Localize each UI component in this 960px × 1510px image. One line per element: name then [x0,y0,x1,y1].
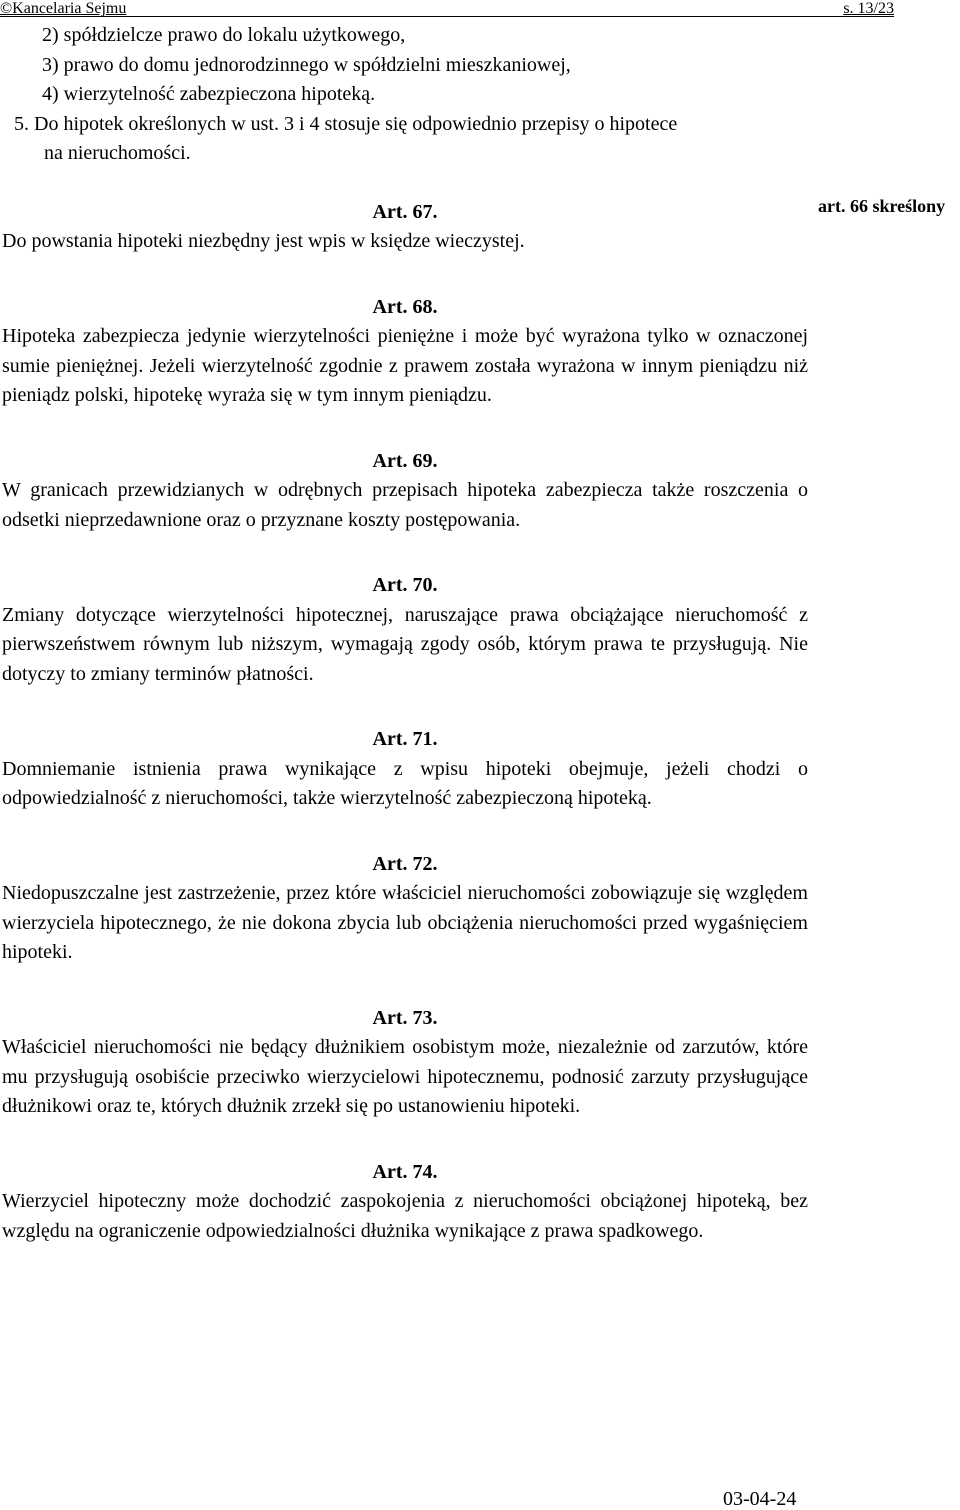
article-title: Art. 69. [372,449,438,472]
article-text: Wierzyciel hipoteczny może dochodzić zaspokojenia z nieruchomości obciążonej hipoteką, bez względu na ograniczenie odpowiedzialności dłużnika wynikające z prawa spadkowego. [2,1190,808,1242]
document-body [2,18,808,1246]
list-item: 4) wierzytelność zabezpieczona hipoteką. [42,83,376,105]
article-text: Domniemanie istnienia prawa wynikające z wpisu hipoteki obejmuje, jeżeli chodzi o odpowiedzialność z nieruchomości, także wierzytelność zabezpieczoną hipoteką. [2,757,808,809]
article-title: Art. 67. [372,200,438,223]
article-text: Zmiany dotyczące wierzytelności hipotecznej, naruszające prawa obciążające nieruchomość z pierwszeństwem równym lub niższym, wymagają zgody osób, którym prawa te przysługują. Nie dotyczy to zmiany terminów płatności. [2,603,808,685]
article-text: Niedopuszczalne jest zastrzeżenie, przez które właściciel nieruchomości zobowiązuje się względem wierzyciela hipotecznego, że nie dokona zbycia lub obciążenia nieruchomości przed wygaśnięciem hipoteki. [2,882,808,963]
margin-note: art. 66 skreślony [818,196,946,216]
footer-date: 03-04-24 [723,1488,797,1510]
list-item: 3) prawo do domu jednorodzinnego w spółdzielni mieszkaniowej, [42,53,571,76]
header-rule [0,16,894,17]
point-5-line-2: na nieruchomości. [44,142,191,164]
article-title: Art. 70. [372,574,438,596]
article-text: Właściciel nieruchomości nie będący dłużnikiem osobistym może, niezależnie od zarzutów, które mu przysługują osobiście przeciwko wierzycielowi hipotecznemu, podnosić zarzuty przysługujące dłużnikowi oraz te, których dłużnik zrzekł się po ustanowieniu hipoteki. [2,1036,808,1117]
article-text: Hipoteka zabezpiecza jedynie wierzytelności pieniężne i może być wyrażona tylko w oznaczonej sumie pieniężnej. Jeżeli wierzytelność zgodnie z prawem została wyrażona w innym pieniądzu niż pieniądz polski, hipotekę wyraża się w tym innym pieniądzu. [2,325,808,406]
article-text: W granicach przewidzianych w odrębnych przepisach hipoteka zabezpiecza także roszczenia o odsetki nieprzedawnione oraz o przyznane koszty postępowania. [2,479,808,531]
article-title: Art. 68. [372,295,438,318]
article-title: Art. 73. [372,1006,438,1029]
article-title: Art. 74. [372,1160,438,1183]
article-title: Art. 71. [372,728,438,750]
page-header [0,0,960,20]
list-item: 2) spółdzielcze prawo do lokalu użytkowego, [42,24,406,46]
point-5-line-1: 5. Do hipotek określonych w ust. 3 i 4 stosuje się odpowiednio przepisy o hipotece [14,112,678,135]
article-title: Art. 72. [372,852,438,875]
header-source: ©Kancelaria Sejmu [0,0,127,17]
header-page-number: s. 13/23 [843,0,894,17]
article-text: Do powstania hipoteki niezbędny jest wpis w księdze wieczystej. [2,230,525,252]
